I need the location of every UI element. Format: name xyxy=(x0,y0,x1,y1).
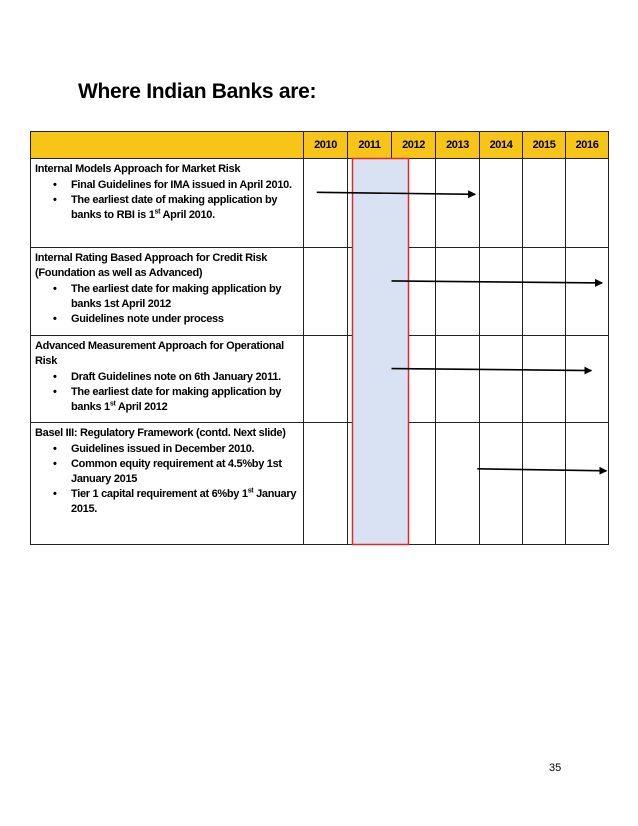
timeline-table xyxy=(30,131,609,545)
year-2013: 2013 xyxy=(436,132,480,159)
year-header-row xyxy=(31,132,609,159)
row-description xyxy=(31,159,304,248)
bullet-item: • Guidelines issued in December 2010. xyxy=(71,442,299,457)
row-heading: Advanced Measurement Approach for Operational Risk xyxy=(35,340,284,367)
table-row xyxy=(31,336,609,423)
bullet-item: • Common equity requirement at 4.5%by 1st January 2015 xyxy=(71,457,299,487)
row-heading: Internal Models Approach for Market Risk xyxy=(35,163,241,175)
bullet-item: • The earliest date of making application by banks to RBI is 1st April 2010. xyxy=(71,193,299,223)
bullet-item: • The earliest date for making application by banks 1st April 2012 xyxy=(71,282,299,312)
year-2012: 2012 xyxy=(392,132,436,159)
table-row xyxy=(31,423,609,545)
page-title: Where Indian Banks are: xyxy=(78,80,317,103)
bullet-item: • Draft Guidelines note on 6th January 2011. xyxy=(71,370,299,385)
row-description xyxy=(31,248,304,336)
year-2011: 2011 xyxy=(348,132,392,159)
table-row xyxy=(31,159,609,248)
bullet-item: • Final Guidelines for IMA issued in April 2010. xyxy=(71,178,299,193)
row-description xyxy=(31,423,304,545)
bullet-item: • The earliest date for making application by banks 1st April 2012 xyxy=(71,385,299,415)
bullet-item: • Tier 1 capital requirement at 6%by 1st January 2015. xyxy=(71,487,299,517)
row-heading: Basel III: Regulatory Framework (contd. Next slide) xyxy=(35,427,286,439)
header-blank-cell xyxy=(31,132,304,159)
year-2010: 2010 xyxy=(304,132,348,159)
bullet-item: • Guidelines note under process xyxy=(71,312,299,327)
table-row xyxy=(31,248,609,336)
page-number: 35 xyxy=(549,762,562,774)
row-heading: Internal Rating Based Approach for Credit Risk (Foundation as well as Advanced) xyxy=(35,252,268,279)
year-2016: 2016 xyxy=(566,132,609,159)
row-description xyxy=(31,336,304,423)
year-2014: 2014 xyxy=(480,132,523,159)
year-2015: 2015 xyxy=(523,132,566,159)
